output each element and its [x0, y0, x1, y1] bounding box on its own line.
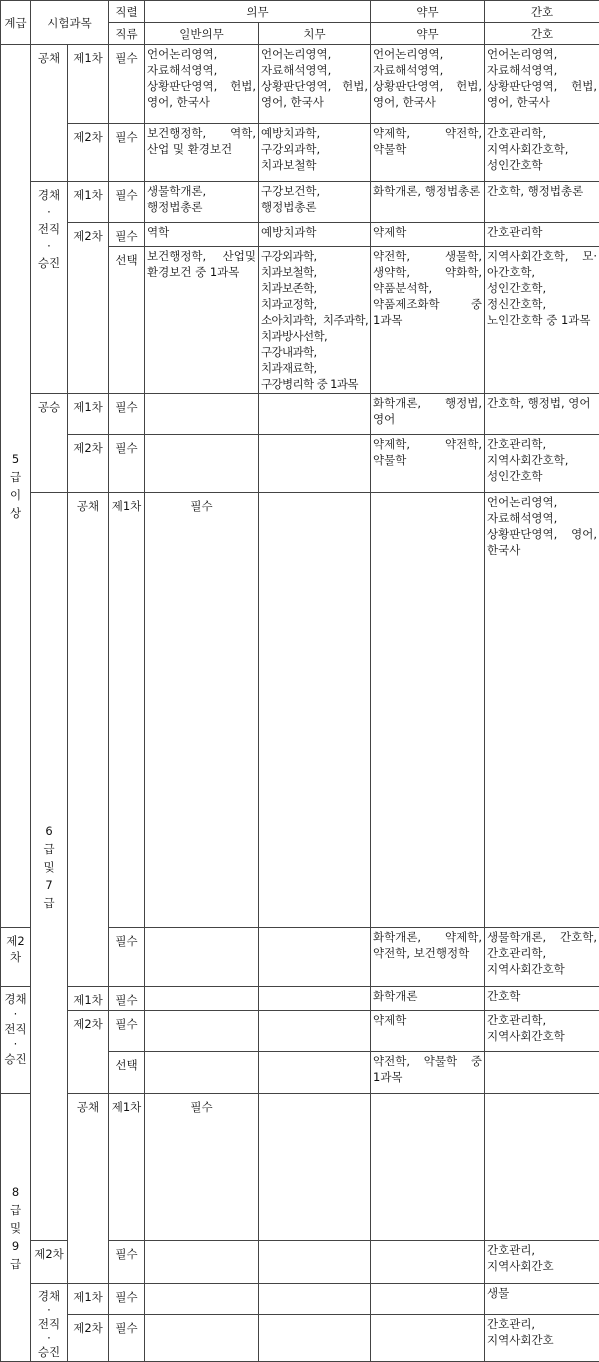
type-label: 필수	[109, 223, 145, 247]
type-label: 필수	[109, 394, 145, 435]
type-label: 필수	[109, 1011, 145, 1052]
subject-cell: 약제학	[371, 223, 485, 247]
subject-cell: 간호관리, 지역사회간호	[485, 1241, 599, 1284]
stage-label: 제1차	[68, 45, 109, 124]
subject-cell: 간호학, 행정법, 영어	[485, 394, 599, 435]
job-series-header: 직렬	[109, 1, 145, 23]
pharmacy-header: 약무	[371, 1, 485, 23]
stage-label: 제1차	[109, 1094, 145, 1241]
type-label: 선택	[109, 247, 145, 394]
type-label: 필수	[145, 1094, 259, 1241]
nursing-header: 간호	[485, 1, 599, 23]
subject-cell	[259, 928, 371, 987]
general-medical-header: 일반의무	[145, 23, 259, 45]
subject-cell: 생물	[485, 1284, 599, 1315]
type-label: 필수	[109, 1314, 145, 1361]
pharmacy-kind-header: 약무	[371, 23, 485, 45]
stage-label: 제2차	[68, 1011, 109, 1094]
subject-cell	[259, 987, 371, 1011]
subject-cell	[259, 1052, 371, 1094]
type-label: 필수	[109, 928, 145, 987]
subject-cell: 간호관리학, 지역사회간호학, 성인간호학	[485, 124, 599, 182]
stage-label: 제1차	[68, 1284, 109, 1315]
recruit-open: 공채	[68, 493, 109, 987]
stage-label: 제2차	[1, 928, 31, 987]
type-label: 필수	[109, 182, 145, 223]
subject-cell: 화학개론, 행정법, 영어	[371, 394, 485, 435]
subject-cell	[145, 1241, 259, 1284]
exam-subject-header: 시험과목	[31, 1, 109, 45]
type-label: 필수	[109, 1284, 145, 1315]
subject-cell	[259, 1241, 371, 1284]
subject-cell: 보건행정학, 역학, 산업 및 환경보건	[145, 124, 259, 182]
stage-label: 제1차	[68, 987, 109, 1011]
tier-header: 계급	[1, 1, 31, 45]
stage-label: 제2차	[68, 1314, 109, 1361]
subject-cell: 예방치과학, 구강외과학, 치과보철학	[259, 124, 371, 182]
type-label: 필수	[109, 435, 145, 493]
subject-cell: 간호관리학	[485, 223, 599, 247]
subject-cell: 언어논리영역, 자료해석영역, 상황판단영역, 헌법, 영어, 한국사	[145, 45, 259, 124]
dental-header: 치무	[259, 23, 371, 45]
subject-cell: 구강외과학, 치과보철학, 치과보존학, 치과교정학, 소아치과학, 치주과학, 치과방사선학, 구강내과학, 치과재료학, 구강병리학 중 1과목	[259, 247, 371, 394]
stage-label: 제2차	[68, 124, 109, 182]
stage-label: 제1차	[109, 493, 145, 928]
tier-grade5: 5 급 이 상	[1, 45, 31, 928]
subject-cell	[259, 1284, 371, 1315]
subject-cell: 약제학, 약전학, 약물학	[371, 435, 485, 493]
subject-cell: 간호관리, 지역사회간호	[485, 1314, 599, 1361]
nursing-kind-header: 간호	[485, 23, 599, 45]
subject-cell	[259, 435, 371, 493]
subject-cell: 생물학개론, 행정법총론	[145, 182, 259, 223]
subject-cell: 간호관리학, 지역사회간호학, 성인간호학	[485, 435, 599, 493]
recruit-public: 공승	[31, 394, 68, 493]
stage-label: 제2차	[31, 1241, 68, 1284]
subject-cell: 화학개론, 약제학, 약전학, 보건행정학	[371, 928, 485, 987]
stage-label: 제1차	[68, 394, 109, 435]
recruit-career: 경채 · 전직 · 승진	[31, 1284, 68, 1362]
subject-cell	[145, 1284, 259, 1315]
subject-cell: 약전학, 약물학 중 1과목	[371, 1052, 485, 1094]
subject-cell: 역학	[145, 223, 259, 247]
subject-cell: 언어논리영역, 자료해석영역, 상황판단영역, 헌법, 영어, 한국사	[371, 45, 485, 124]
subject-cell: 구강보건학, 행정법총론	[259, 182, 371, 223]
subject-cell	[259, 1314, 371, 1361]
subject-cell: 언어논리영역, 자료해석영역, 상황판단영역, 헌법, 영어, 한국사	[485, 45, 599, 124]
tier-grade6-7: 6 급 및 7 급	[31, 493, 68, 1241]
subject-cell: 언어논리영역, 자료해석영역, 상황판단영역, 영어, 한국사	[485, 493, 599, 928]
subject-cell: 약제학	[371, 1011, 485, 1052]
subject-cell	[371, 1094, 485, 1241]
subject-cell: 약전학, 생물학, 생약학, 약화학, 약품분석학, 약품제조화학 중 1과목	[371, 247, 485, 394]
subject-cell	[485, 1094, 599, 1241]
subject-cell	[371, 1314, 485, 1361]
subject-cell: 언어논리영역, 자료해석영역, 상황판단영역, 헌법, 영어, 한국사	[259, 45, 371, 124]
subject-cell: 간호학	[485, 987, 599, 1011]
type-label: 선택	[109, 1052, 145, 1094]
job-kind-header: 직류	[109, 23, 145, 45]
type-label: 필수	[109, 124, 145, 182]
medical-header: 의무	[145, 1, 371, 23]
stage-label: 제2차	[68, 223, 109, 394]
subject-cell	[145, 435, 259, 493]
tier-grade8-9: 8 급 및 9 급	[1, 1094, 31, 1362]
subject-cell	[371, 1284, 485, 1315]
recruit-career: 경채 · 전직 · 승진	[31, 182, 68, 394]
type-label: 필수	[109, 987, 145, 1011]
subject-cell	[145, 1011, 259, 1052]
subject-cell	[259, 1094, 371, 1241]
subject-cell	[259, 1011, 371, 1052]
type-label: 필수	[109, 45, 145, 124]
subject-cell	[145, 928, 259, 987]
recruit-open: 공채	[31, 45, 68, 182]
subject-cell: 보건행정학, 산업및 환경보건 중 1과목	[145, 247, 259, 394]
type-label: 필수	[109, 1241, 145, 1284]
subject-cell: 지역사회간호학, 모·아간호학, 성인간호학, 정신간호학, 노인간호학 중 1과목	[485, 247, 599, 394]
subject-cell: 화학개론	[371, 987, 485, 1011]
recruit-open: 공채	[68, 1094, 109, 1284]
subject-cell	[371, 1241, 485, 1284]
subject-cell	[145, 987, 259, 1011]
subject-cell	[485, 1052, 599, 1094]
stage-label: 제1차	[68, 182, 109, 223]
subject-cell	[259, 493, 371, 928]
subject-cell: 화학개론, 행정법총론	[371, 182, 485, 223]
subject-cell	[145, 1314, 259, 1361]
subject-cell	[371, 493, 485, 928]
subject-cell	[259, 394, 371, 435]
stage-label: 제2차	[68, 435, 109, 493]
subject-cell: 간호학, 행정법총론	[485, 182, 599, 223]
subject-cell: 간호관리학, 지역사회간호학	[485, 1011, 599, 1052]
recruit-career: 경채 · 전직 · 승진	[1, 987, 31, 1094]
subject-cell	[145, 1052, 259, 1094]
type-label: 필수	[145, 493, 259, 928]
subject-cell: 생물학개론, 간호학, 간호관리학, 지역사회간호학	[485, 928, 599, 987]
subject-cell	[145, 394, 259, 435]
subject-cell: 예방치과학	[259, 223, 371, 247]
subject-cell: 약제학, 약전학, 약물학	[371, 124, 485, 182]
